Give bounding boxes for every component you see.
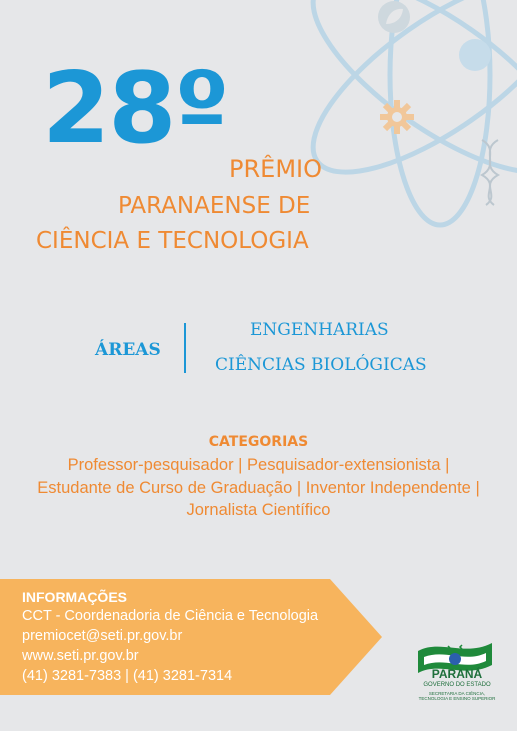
info-org: CCT - Coordenadoria de Ciência e Tecnologia <box>22 608 319 624</box>
info-website[interactable]: www.seti.pr.gov.br <box>22 648 139 664</box>
edition-number: 28º <box>42 52 228 166</box>
logo-secretaria: SECRETARIA DA CIÊNCIA, TECNOLOGIA E ENSINO SUPERIOR <box>418 691 496 701</box>
categorias-title: CATEGORIAS <box>208 434 309 450</box>
info-block <box>22 589 318 686</box>
areas-divider <box>184 323 186 373</box>
logo-subtitle: GOVERNO DO ESTADO <box>423 682 491 688</box>
info-title: INFORMAÇÕES <box>22 589 127 605</box>
info-phones: (41) 3281-7383 | (41) 3281-7314 <box>22 668 233 684</box>
area-engenharias: ENGENHARIAS <box>250 320 389 340</box>
categorias-line: Estudante de Curso de Graduação | Inventor Independente | <box>37 479 480 497</box>
info-email[interactable]: premiocet@seti.pr.gov.br <box>22 628 183 644</box>
areas-label: ÁREAS <box>95 340 161 360</box>
gear-icon <box>380 100 414 134</box>
title-premio: PRÊMIO <box>229 155 322 183</box>
dna-icon <box>482 140 498 205</box>
categorias-line: Professor-pesquisador | Pesquisador-extensionista | <box>67 456 450 474</box>
logo-name: PARANÁ <box>431 667 483 681</box>
title-paranaense: PARANAENSE DE <box>118 193 311 219</box>
categorias-line: Jornalista Científico <box>186 501 331 519</box>
leaf-icon <box>378 1 410 33</box>
area-ciencias-biologicas: CIÊNCIAS BIOLÓGICAS <box>215 355 427 375</box>
title-ciencia-tecnologia: CIÊNCIA E TECNOLOGIA <box>36 228 309 254</box>
